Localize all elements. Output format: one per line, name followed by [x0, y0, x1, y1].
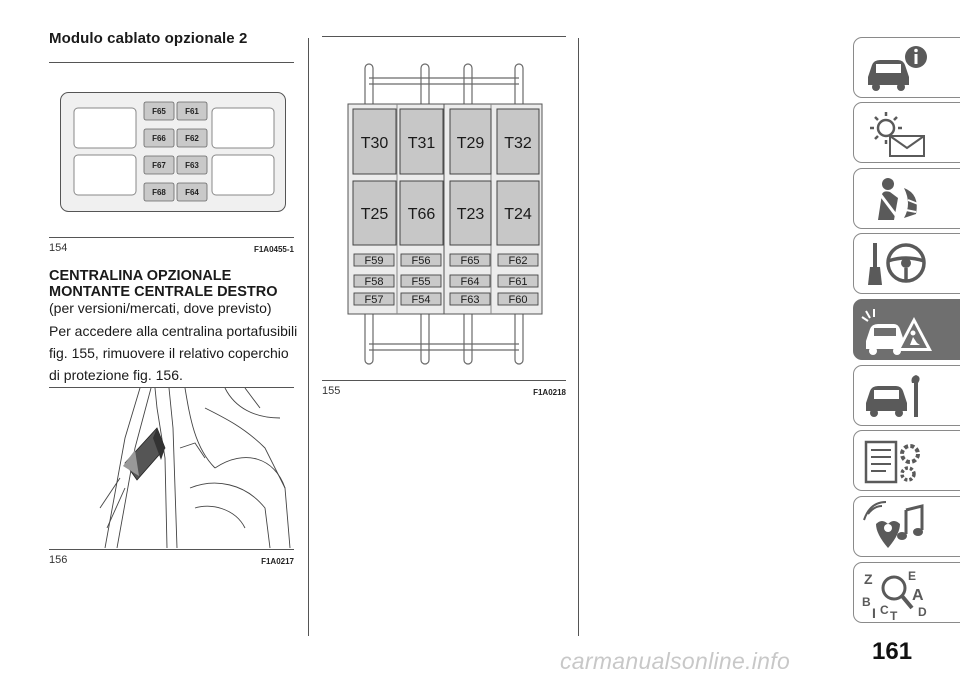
watermark: carmanualsonline.info	[560, 648, 791, 674]
index-letter: B	[862, 595, 871, 609]
fuse-label: F62	[185, 134, 199, 143]
figure-155-top-rule	[322, 36, 566, 37]
section-heading	[49, 268, 299, 300]
relay-label: T31	[407, 135, 436, 152]
figure-154-fuse-module-diagram	[60, 92, 286, 212]
relay-label: T24	[504, 206, 532, 223]
index-letter: Z	[864, 571, 873, 587]
fuse-label: F63	[185, 161, 199, 170]
relay-socket	[74, 155, 136, 195]
fuse-label: F57	[364, 294, 384, 306]
figure-155-fuse-box-diagram	[340, 60, 550, 366]
figure-154-code: F1A0455-1	[253, 245, 294, 254]
fuse-label: F64	[460, 276, 480, 288]
fuse-label: F58	[364, 276, 384, 288]
fuse-label: F61	[185, 107, 199, 116]
fuse-label: F59	[364, 255, 384, 267]
car-info-icon	[860, 41, 932, 95]
figure-155-number: 155	[322, 385, 341, 397]
figure-156-bottom-rule	[49, 549, 294, 550]
fuse-label: F54	[411, 294, 431, 306]
fuse-label: F67	[152, 161, 166, 170]
tab-alphabetical-index[interactable]	[853, 562, 960, 623]
index-letter: A	[912, 587, 924, 604]
figure-156-number: 156	[49, 554, 68, 566]
body-paragraph: Per accedere alla centralina portafusibili fig. 155, rimuovere il relativo coperchio di protezione fig. 156.	[49, 323, 298, 383]
multimedia-icon	[860, 500, 932, 554]
tab-technical-data[interactable]	[853, 430, 960, 491]
heading-line-1: CENTRALINA OPZIONALE	[49, 268, 232, 284]
fuse-label: F63	[460, 294, 480, 306]
figure-154-top-rule	[49, 62, 294, 63]
fuse-label: F62	[508, 255, 528, 267]
relay-label: T32	[504, 135, 532, 152]
index-letter: T	[890, 609, 898, 620]
section-subheading: (per versioni/mercati, dove previsto)	[49, 300, 272, 316]
figure-155-bottom-rule	[322, 380, 566, 381]
section-title: Modulo cablato opzionale 2	[49, 30, 248, 47]
figure-155-code: F1A0218	[533, 388, 566, 397]
fuse-label: F65	[460, 255, 480, 267]
relay-label: T30	[360, 135, 389, 152]
relay-label: T66	[407, 206, 436, 223]
alphabetical-index-icon	[860, 566, 932, 620]
figure-156-pillar-cover-photo	[95, 388, 295, 548]
relay-socket	[212, 108, 274, 148]
car-emergency-icon	[860, 303, 932, 357]
lights-warnings-icon	[860, 106, 932, 160]
car-maintenance-icon	[860, 369, 932, 423]
figure-154-number: 154	[49, 242, 68, 254]
fuse-label: F56	[411, 255, 431, 267]
column-divider	[578, 38, 579, 636]
relay-label: T25	[360, 206, 389, 223]
fuse-label: F60	[508, 294, 528, 306]
seat-belt-airbag-icon	[860, 172, 932, 226]
key-steering-icon	[860, 237, 932, 291]
fuse-label: F64	[185, 188, 199, 197]
fuse-label: F66	[152, 134, 166, 143]
technical-data-icon	[860, 434, 932, 488]
index-letter: E	[908, 569, 917, 583]
relay-socket	[212, 155, 274, 195]
tab-emergency[interactable]	[853, 299, 960, 360]
fuse-label: F55	[411, 276, 431, 288]
relay-label: T23	[456, 206, 485, 223]
tab-maintenance[interactable]	[853, 365, 960, 426]
tab-key-steering[interactable]	[853, 233, 960, 294]
fuse-label: F61	[508, 276, 528, 288]
index-letter: D	[918, 605, 927, 619]
relay-label: T29	[456, 135, 485, 152]
figure-154-bottom-rule	[49, 237, 294, 238]
tab-multimedia[interactable]	[853, 496, 960, 557]
tab-car-info[interactable]	[853, 37, 960, 98]
figure-156-code: F1A0217	[261, 557, 294, 566]
page-number: 161	[872, 638, 913, 665]
tab-lights-warnings[interactable]	[853, 102, 960, 163]
heading-line-2: MONTANTE CENTRALE DESTRO	[49, 284, 278, 300]
column-divider	[308, 38, 309, 636]
fuse-label: F68	[152, 188, 166, 197]
tab-seat-belt-airbag[interactable]	[853, 168, 960, 229]
relay-socket	[74, 108, 136, 148]
fuse-label: F65	[152, 107, 166, 116]
index-letter: C	[880, 603, 889, 617]
index-letter: I	[872, 605, 876, 620]
